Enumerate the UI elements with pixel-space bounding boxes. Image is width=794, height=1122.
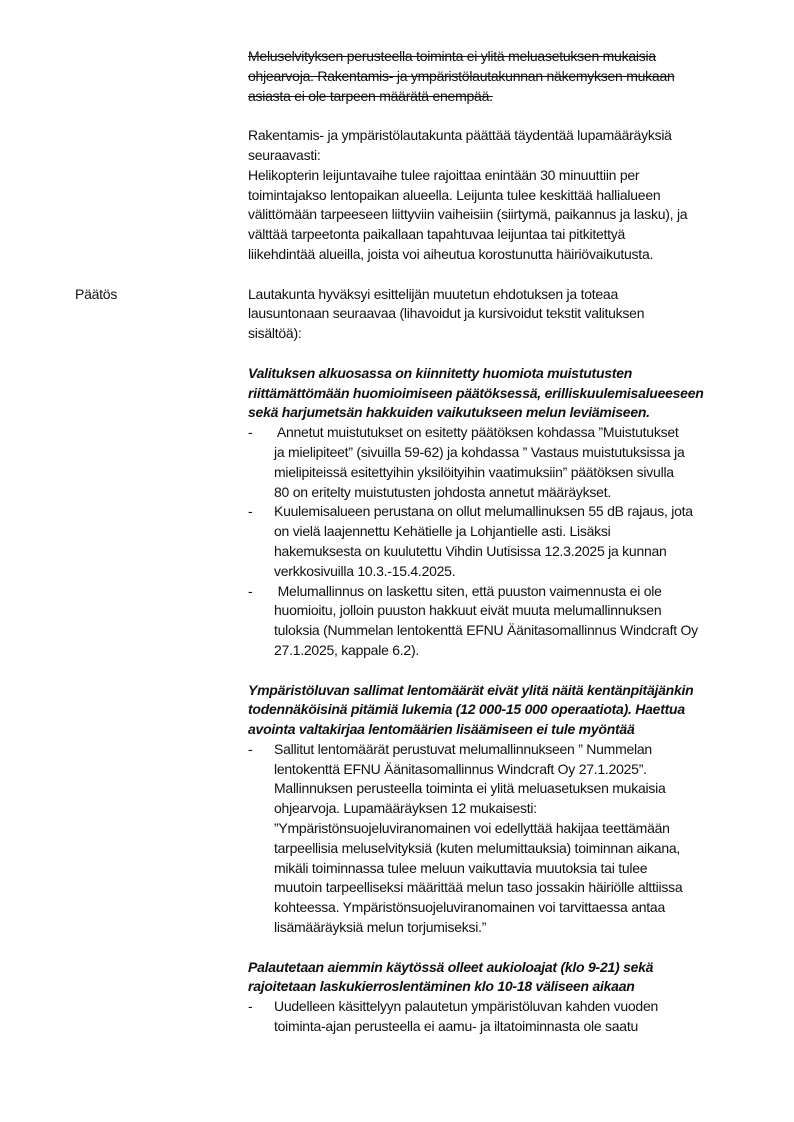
text-line: seuraavasti: bbox=[248, 146, 321, 163]
text-line: Rakentamis- ja ympäristölautakunta päättää täydentää lupamääräyksiä bbox=[248, 127, 672, 144]
text-line: tarpeellisia meluselvityksiä (kuten melumittauksia) toiminnan aikana, bbox=[274, 839, 681, 856]
text-line: toiminta-ajan perusteella ei aamu- ja iltatoiminnasta ole saatu bbox=[274, 1018, 639, 1035]
text-line: ”Ympäristönsuojeluviranomainen voi edellyttää hakijaa teettämään bbox=[274, 820, 670, 837]
text-line: muutoin tarpeelliseksi määrittää melun taso jossakin häiriölle alttiissa bbox=[274, 879, 683, 896]
text-line: avointa valtakirjaa lentomäärien lisäämiseen ei tule myöntää bbox=[248, 721, 635, 738]
text-line: mikäli toiminnassa tulee meluun vaikuttavia muutoksia tai tulee bbox=[274, 859, 648, 876]
text-line: Valituksen alkuosassa on kiinnitetty huomiota muistutusten bbox=[248, 364, 633, 381]
text-line: kohteessa. Ympäristönsuojeluviranomainen voi tarvittaessa antaa bbox=[274, 899, 666, 916]
text-line: 80 on eritelty muistutusten johdosta annetut määräykset. bbox=[274, 483, 611, 500]
text-line: lausuntonaan seuraavaa (lihavoidut ja kursivoidut tekstit valituksen bbox=[248, 305, 645, 322]
text-line: Lautakunta hyväksyi esittelijän muutetun ehdotuksen ja toteaa bbox=[248, 285, 619, 302]
document-body bbox=[75, 47, 788, 1037]
text-line: välittömään tarpeeseen liittyviin vaiheisiin (siirtymä, paikannus ja lasku), ja bbox=[248, 206, 688, 223]
text-line: hakemuksesta on kuulutettu Vihdin Uutisissa 12.3.2025 ja kunnan bbox=[274, 542, 667, 559]
text-line: todennäköisinä pitämiä lukemia (12 000-15 000 operaatiota). Haettua bbox=[248, 701, 685, 718]
text-line: sekä harjumetsän hakkuiden vaikutukseen melun leviämiseen. bbox=[248, 404, 650, 421]
bullet-dash: - bbox=[248, 582, 253, 599]
text-line: välttää tarpeetonta paikallaan tapahtuvaa leijuntaa tai pitkitettyä bbox=[248, 226, 626, 243]
text-line: Uudelleen käsittelyyn palautetun ympäristöluvan kahden vuoden bbox=[274, 998, 659, 1015]
bullet-dash: - bbox=[248, 998, 253, 1015]
text-line: toimintajakso lentopaikan alueella. Leijunta tulee keskittää hallialueen bbox=[248, 186, 661, 203]
text-line: ja mielipiteet” (sivuilla 59-62) ja kohdassa ” Vastaus muistutuksissa ja bbox=[274, 443, 685, 460]
paragraph bbox=[248, 126, 788, 265]
claim-heading bbox=[248, 364, 788, 423]
text-line: Annetut muistutukset on esitetty päätöksen kohdassa ”Muistutukset bbox=[274, 424, 679, 441]
bullet-item bbox=[248, 997, 788, 1037]
text-line: lentokenttä EFNU Äänitasomallinnus Windcraft Oy 27.1.2025”. bbox=[274, 760, 647, 777]
text-line: huomioitu, jolloin puuston hakkuut eivät muuta melumallinnuksen bbox=[274, 602, 662, 619]
bullet-dash: - bbox=[248, 740, 253, 757]
paragraph bbox=[75, 285, 788, 344]
text-line: sisältöä): bbox=[248, 325, 302, 342]
text-line: mielipiteissä esitettyihin yksilöityihin vaatimuksiin” päätöksen sivulla bbox=[274, 463, 674, 480]
paragraph bbox=[248, 47, 788, 106]
text-line: ohjearvoja. Rakentamis- ja ympäristölautakunnan näkemyksen mukaan bbox=[248, 67, 675, 84]
text-line: on vielä laajennettu Kehätielle ja Lohjantielle asti. Lisäksi bbox=[274, 523, 611, 540]
text-line: rajoitetaan laskukierroslentäminen klo 10-18 väliseen aikaan bbox=[248, 978, 635, 995]
text-line: lisämääräyksiä melun torjumiseksi.” bbox=[274, 919, 487, 936]
text-line: liikehdintää alueilla, joista voi aiheutua korostunutta häiriövaikutusta. bbox=[248, 245, 654, 262]
bullet-item bbox=[248, 740, 788, 938]
text-line: verkkosivuilla 10.3.-15.4.2025. bbox=[274, 562, 456, 579]
claim-heading bbox=[248, 681, 788, 740]
text-line: Palautetaan aiemmin käytössä olleet aukioloajat (klo 9-21) sekä bbox=[248, 958, 654, 975]
bullet-dash: - bbox=[248, 503, 253, 520]
bullet-item bbox=[248, 502, 788, 581]
text-line: Mallinnuksen perusteella toiminta ei ylitä meluasetuksen mukaisia bbox=[274, 780, 666, 797]
text-line: Ympäristöluvan sallimat lentomäärät eivät ylitä näitä kentänpitäjänkin bbox=[248, 681, 694, 698]
text-line: ohjearvoja. Lupamääräyksen 12 mukaisesti: bbox=[274, 800, 537, 817]
text-line: tuloksia (Nummelan lentokenttä EFNU Äänitasomallinnus Windcraft Oy bbox=[274, 622, 698, 639]
text-line: riittämättömään huomioimiseen päätöksessä, erilliskuulemisalueeseen bbox=[248, 384, 704, 401]
bullet-item bbox=[248, 423, 788, 502]
claim-heading bbox=[248, 958, 788, 998]
bullet-item bbox=[248, 582, 788, 661]
bullet-dash: - bbox=[248, 424, 253, 441]
decision-label: Päätös bbox=[75, 285, 118, 302]
text-line: Sallitut lentomäärät perustuvat melumallinnukseen ” Nummelan bbox=[274, 740, 652, 757]
text-line: asiasta ei ole tarpeen määrätä enempää. bbox=[248, 87, 493, 104]
text-line: Melumallinnus on laskettu siten, että puuston vaimennusta ei ole bbox=[274, 582, 662, 599]
text-line: Meluselvityksen perusteella toiminta ei ylitä meluasetuksen mukaisia bbox=[248, 48, 656, 64]
text-line: 27.1.2025, kappale 6.2). bbox=[274, 641, 420, 658]
text-line: Helikopterin leijuntavaihe tulee rajoittaa enintään 30 minuuttiin per bbox=[248, 166, 640, 183]
text-line: Kuulemisalueen perustana on ollut melumallinuksen 55 dB rajaus, jota bbox=[274, 503, 693, 520]
